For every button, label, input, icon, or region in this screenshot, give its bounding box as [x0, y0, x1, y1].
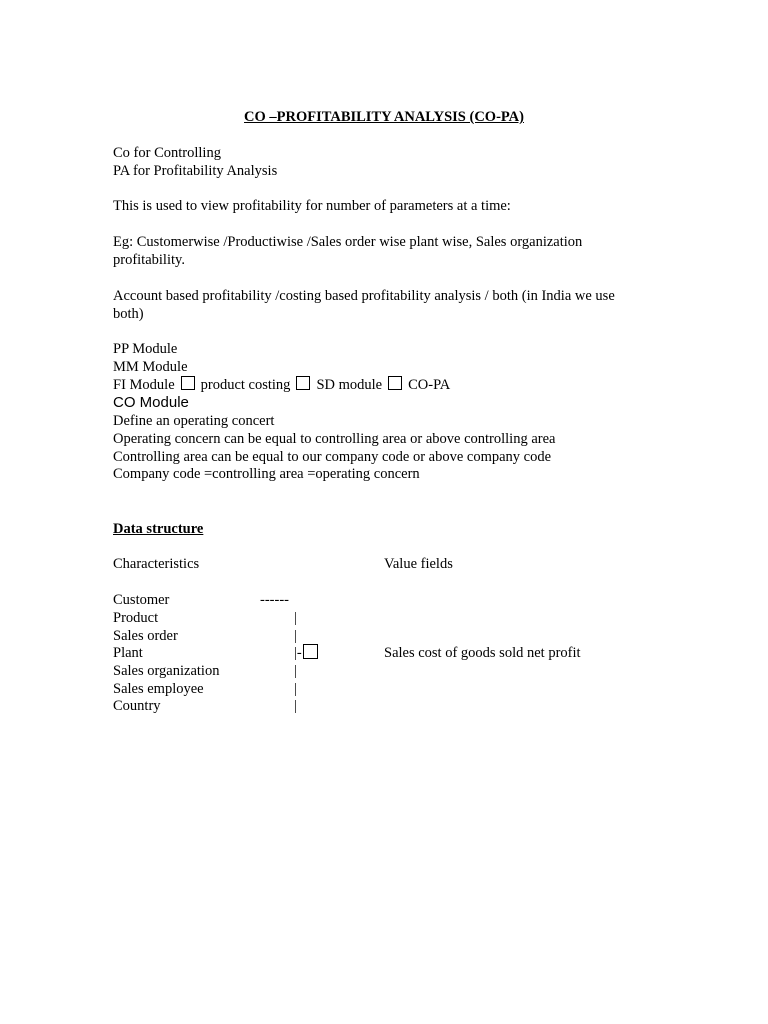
arrow-box-icon	[303, 644, 318, 659]
arrow-icon	[296, 376, 310, 390]
value-fields-header: Value fields	[384, 556, 453, 572]
pp-module: PP Module	[113, 341, 178, 357]
brace-bar: |	[294, 663, 297, 679]
document-title: CO –PROFITABILITY ANALYSIS (CO-PA)	[244, 109, 524, 125]
brace-bar: |	[294, 698, 297, 714]
example-line-2: profitability.	[113, 252, 185, 268]
characteristic-item: Country	[113, 698, 161, 714]
brace-bar: |	[294, 610, 297, 626]
value-fields-list: Sales cost of goods sold net profit	[384, 645, 581, 661]
arrow-icon	[181, 376, 195, 390]
intro-line-controlling: Co for Controlling	[113, 145, 221, 161]
example-line-1: Eg: Customerwise /Productiwise /Sales order wise plant wise, Sales organization	[113, 234, 583, 250]
concern-line-1: Define an operating concert	[113, 413, 275, 429]
characteristic-item: Product	[113, 610, 159, 626]
characteristic-item: Sales employee	[113, 681, 204, 697]
characteristic-item: Customer	[113, 592, 170, 608]
concern-line-3: Controlling area can be equal to our company code or above company code	[113, 449, 552, 465]
arrow-icon	[388, 376, 402, 390]
brace-top: ------	[260, 592, 289, 608]
co-module: CO Module	[113, 394, 189, 411]
module-flow	[113, 376, 450, 394]
characteristic-item: Sales order	[113, 628, 178, 644]
sd-module: SD module	[316, 377, 383, 393]
data-structure-heading: Data structure	[113, 521, 204, 537]
characteristic-item: Plant	[113, 645, 143, 661]
fi-module: FI Module	[113, 377, 175, 393]
product-costing: product costing	[200, 377, 291, 393]
concern-line-4: Company code =controlling area =operating concern	[113, 466, 420, 482]
brace-mid: |-	[294, 645, 302, 661]
brace-bar: |	[294, 628, 297, 644]
purpose-text: This is used to view profitability for number of parameters at a time:	[113, 198, 511, 214]
intro-line-profitability: PA for Profitability Analysis	[113, 163, 278, 179]
account-line-2: both)	[113, 306, 144, 322]
mm-module: MM Module	[113, 359, 188, 375]
concern-line-2: Operating concern can be equal to controlling area or above controlling area	[113, 431, 556, 447]
brace-bar: |	[294, 681, 297, 697]
brace-connector	[294, 644, 318, 662]
copa-module: CO-PA	[408, 377, 451, 393]
characteristic-item: Sales organization	[113, 663, 220, 679]
account-line-1: Account based profitability /costing based profitability analysis / both (in India we use	[113, 288, 615, 304]
characteristics-header: Characteristics	[113, 556, 200, 572]
